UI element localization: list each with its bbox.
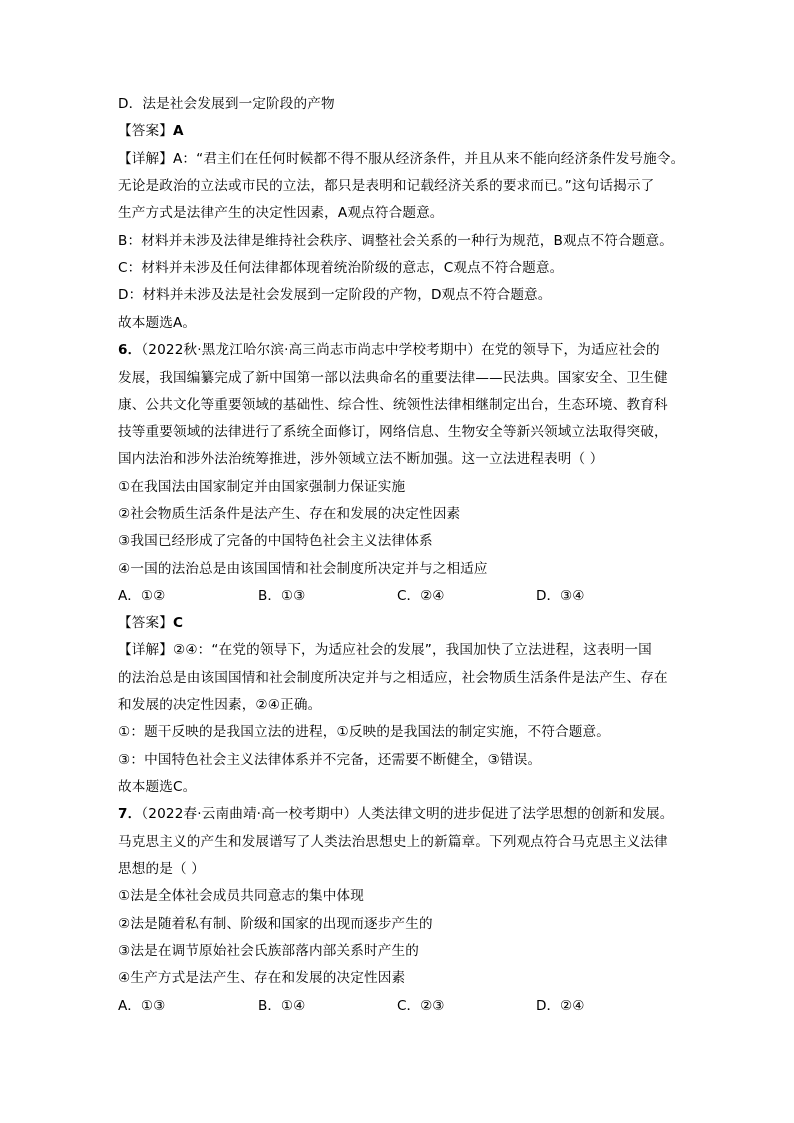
q6-stem-line: 康、公共文化等重要领域的基础性、综合性、统领性法律相继制定出台，生态环境、教育科	[118, 397, 668, 413]
q6-options	[118, 583, 678, 610]
option-a: A．①③	[118, 998, 166, 1014]
answer-value: A	[172, 123, 184, 139]
q5-detail-line: D：材料并未涉及法是社会发展到一定阶段的产物，D观点不符合题意。	[118, 287, 552, 303]
question-source: （2022秋·黑龙江哈尔滨·高三尚志市尚志中学校考期中）	[141, 342, 482, 358]
q6-stem-line: 国内法治和涉外法治统筹推进，涉外领域立法不断加强。这一立法进程表明（ ）	[118, 451, 604, 467]
q7-stem-line: 思想的是（ ）	[118, 861, 205, 877]
q6-detail-line: 【详解】②④：“在党的领导下，为适应社会的发展”，我国加快了立法进程，这表明一国	[118, 642, 652, 658]
q6-detail-line: ③：中国特色社会主义法律体系并不完备，还需要不断健全，③错误。	[118, 752, 542, 768]
option-d: D．③④	[536, 588, 585, 604]
option-b: B．①④	[258, 998, 306, 1014]
option-b: B．①③	[258, 588, 306, 604]
option-c: C．②④	[397, 588, 445, 604]
option-c: C．②③	[397, 998, 445, 1014]
q5-detail-line: 故本题选A。	[118, 315, 197, 331]
q6-answer	[118, 610, 183, 637]
q5-answer	[118, 118, 184, 145]
question-source: （2022春·云南曲靖·高一校考期中）	[141, 806, 358, 822]
q6-detail-line: ①：题干反映的是我国立法的进程，①反映的是我国法的制定实施，不符合题意。	[118, 724, 610, 740]
q5-option-d: D．法是社会发展到一定阶段的产物	[118, 96, 335, 112]
option-a: A．①②	[118, 588, 166, 604]
q6-statement: ②社会物质生活条件是法产生、存在和发展的决定性因素	[118, 506, 461, 522]
option-d: D．②④	[536, 998, 585, 1014]
q6-detail-line: 故本题选C。	[118, 779, 197, 795]
q6-stem-line: 发展，我国编纂完成了新中国第一部以法典命名的重要法律——民法典。国家安全、卫生健	[118, 370, 668, 386]
q7-statement: ③法是在调节原始社会氏族部落内部关系时产生的	[118, 943, 419, 959]
q7-statement: ②法是随着私有制、阶级和国家的出现而逐步产生的	[118, 916, 433, 932]
q7-stem-line: 马克思主义的产生和发展谱写了人类法治思想史上的新篇章。下列观点符合马克思主义法律	[118, 834, 668, 850]
q5-detail-line: B：材料并未涉及法律是维持社会秩序、调整社会关系的一种行为规范，B观点不符合题意。	[118, 233, 673, 249]
q7-options	[118, 993, 678, 1020]
answer-tag: 【答案】	[118, 615, 173, 631]
q6-statement: ④一国的法治总是由该国国情和社会制度所决定并与之相适应	[118, 561, 488, 577]
q5-detail-line: 生产方式是法律产生的决定性因素，A观点符合题意。	[118, 205, 444, 221]
q7-stem: 7．（2022春·云南曲靖·高一校考期中）人类法律文明的进步促进了法学思想的创新和发展。	[118, 806, 674, 822]
answer-value: C	[172, 615, 184, 631]
question-number: 7．	[118, 806, 142, 822]
q6-statement: ①在我国法由国家制定并由国家强制力保证实施	[118, 479, 406, 495]
q5-detail-line: C：材料并未涉及任何法律都体现着统治阶级的意志，C观点不符合题意。	[118, 260, 564, 276]
q6-stem-line: 技等重要领域的法律进行了系统全面修订，网络信息、生物安全等新兴领域立法取得突破，	[118, 424, 668, 440]
q6-detail-line: 的法治总是由该国国情和社会制度所决定并与之相适应，社会物质生活条件是法产生、存在	[118, 670, 668, 686]
q5-detail-line: 【详解】A：“君主们在任何时候都不得不服从经济条件，并且从来不能向经济条件发号施令。	[118, 151, 685, 167]
q7-statement: ④生产方式是法产生、存在和发展的决定性因素	[118, 970, 406, 986]
q5-detail-line: 无论是政治的立法或市民的立法，都只是表明和记载经济关系的要求而已。”这句话揭示了	[118, 178, 655, 194]
q7-statement: ①法是全体社会成员共同意志的集中体现	[118, 888, 364, 904]
detail-tag: 【详解】	[118, 642, 173, 658]
question-number: 6．	[118, 342, 142, 358]
detail-tag: 【详解】	[118, 151, 173, 167]
q6-stem: 6．（2022秋·黑龙江哈尔滨·高三尚志市尚志中学校考期中）在党的领导下，为适应社会的	[118, 342, 660, 358]
q6-statement: ③我国已经形成了完备的中国特色社会主义法律体系	[118, 533, 433, 549]
answer-tag: 【答案】	[118, 123, 173, 139]
q6-detail-line: 和发展的决定性因素，②④正确。	[118, 697, 322, 713]
